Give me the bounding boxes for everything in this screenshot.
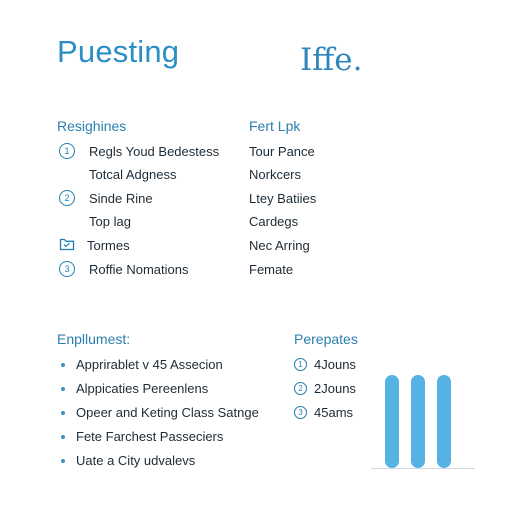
- list-item[interactable]: Ltey Batiies: [249, 191, 317, 206]
- list-item[interactable]: Femate: [249, 262, 294, 277]
- section-heading-fert-lpk: Fert Lpk: [249, 118, 301, 134]
- list-item[interactable]: Regls Youd Bedestess: [89, 144, 220, 159]
- list-item[interactable]: Norkcers: [249, 167, 302, 182]
- list-item[interactable]: Totcal Adgness: [89, 167, 177, 182]
- list-item[interactable]: 2Jouns: [314, 381, 356, 396]
- clock-circle-icon: 3: [294, 406, 307, 419]
- list-item[interactable]: Roffie Nomations: [89, 262, 189, 277]
- section-heading-perepates: Perepates: [294, 331, 358, 347]
- bar-graphic: [371, 366, 475, 472]
- bar-baseline: [371, 468, 475, 469]
- list-item[interactable]: Fete Farchest Passeciers: [76, 429, 224, 444]
- page-subtitle: Iffe.: [300, 42, 363, 78]
- list-item[interactable]: Tormes: [87, 238, 130, 253]
- bullet-icon: [61, 411, 65, 415]
- list-item[interactable]: Alppicaties Pereenlens: [76, 381, 209, 396]
- list-item[interactable]: Uate a City udvalevs: [76, 453, 196, 468]
- clock-circle-icon: 2: [294, 382, 307, 395]
- question-circle-icon: 2: [59, 190, 75, 206]
- list-item[interactable]: Tour Pance: [249, 144, 315, 159]
- bar-1: [385, 375, 399, 468]
- bullet-icon: [61, 363, 65, 367]
- bar-2: [411, 375, 425, 468]
- list-item[interactable]: Cardegs: [249, 214, 299, 229]
- list-item[interactable]: Apprirablet v 45 Assecion: [76, 357, 223, 372]
- section-heading-enpllumest: Enpllumest:: [57, 331, 131, 347]
- list-item[interactable]: Nec Arring: [249, 238, 310, 253]
- help-circle-icon: 3: [59, 261, 75, 277]
- list-item[interactable]: 45ams: [314, 405, 354, 420]
- section-heading-resighines: Resighines: [57, 118, 127, 134]
- clock-circle-icon: 1: [294, 358, 307, 371]
- folder-icon: [59, 236, 75, 252]
- list-item[interactable]: Opeer and Keting Class Satnge: [76, 405, 259, 420]
- info-circle-icon: 1: [59, 143, 75, 159]
- bullet-icon: [61, 387, 65, 391]
- bullet-icon: [61, 459, 65, 463]
- page-title: Puesting: [57, 34, 180, 69]
- bar-3: [437, 375, 451, 468]
- list-item[interactable]: Sinde Rine: [89, 191, 153, 206]
- list-item[interactable]: 4Jouns: [314, 357, 356, 372]
- bullet-icon: [61, 435, 65, 439]
- list-item[interactable]: Top lag: [89, 214, 131, 229]
